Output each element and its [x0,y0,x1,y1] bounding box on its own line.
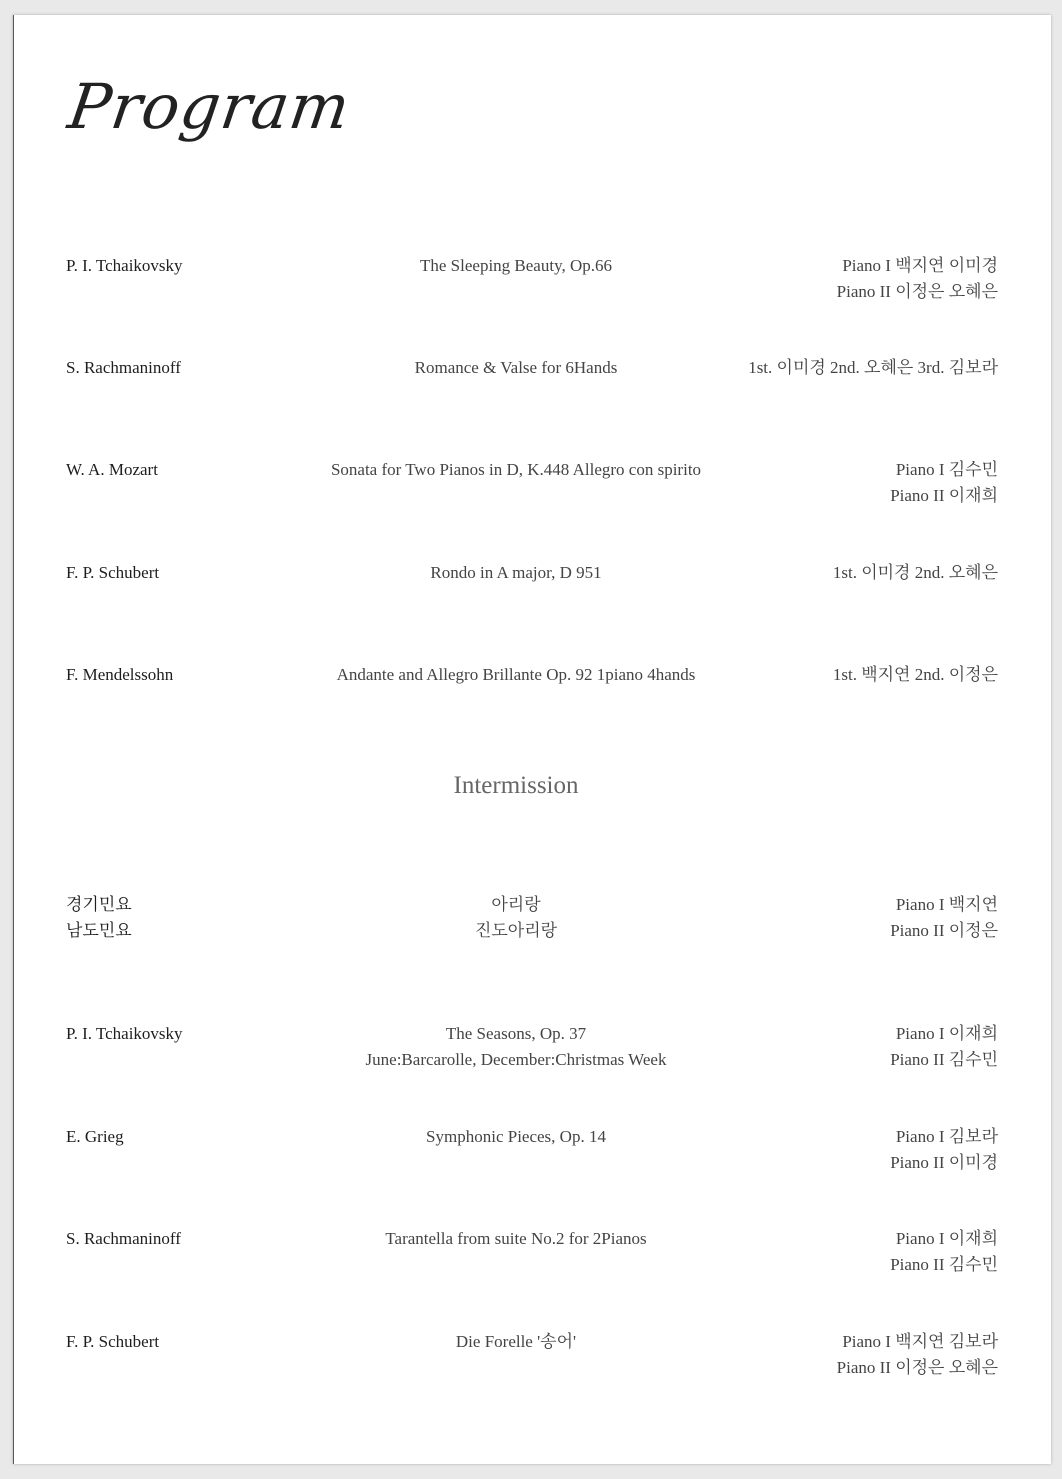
program-item [66,253,998,313]
composer-name [66,355,306,381]
performers-line: Piano II 이미경 [890,1153,998,1172]
composer-name-line: S. Rachmaninoff [66,358,181,377]
performers-line: 1st. 이미경 2nd. 오혜은 [832,563,998,582]
performers [678,892,998,944]
program-item [66,355,998,415]
performers [678,1226,998,1278]
performers [678,662,998,688]
composer-name-line: P. I. Tchaikovsky [66,256,183,275]
composer-name-line: S. Rachmaninoff [66,1229,181,1248]
performers-line: Piano II 이정은 [890,921,998,940]
performers-line: Piano II 김수민 [890,1050,998,1069]
program-page [13,15,1051,1464]
composer-name [66,1021,306,1047]
performers-line: Piano II 이재희 [890,486,998,505]
work-title-line: Romance & Valse for 6Hands [414,358,618,377]
performers [678,1021,998,1073]
composer-name-line: W. A. Mozart [66,460,158,479]
work-title-line: Tarantella from suite No.2 for 2Pianos [385,1229,647,1248]
work-title-line: Sonata for Two Pianos in D, K.448 Allegro con spirito [330,460,702,479]
composer-name [66,1124,306,1150]
program-item [66,560,998,620]
program-item [66,662,998,722]
program-title: Program [63,70,355,143]
composer-name [66,892,306,944]
composer-name [66,662,306,688]
performers-line: Piano I 김수민 [895,460,998,479]
work-title-line: The Sleeping Beauty, Op.66 [420,256,612,275]
composer-name [66,457,306,483]
performers-line: Piano I 이재희 [895,1024,998,1043]
program-item [66,1021,998,1081]
work-title-line: 아리랑 [491,895,541,914]
program-item [66,457,998,517]
intermission-heading: Intermission [453,772,579,799]
performers-line: Piano II 김수민 [890,1255,998,1274]
performers [678,560,998,586]
performers-line: Piano I 이재희 [895,1229,998,1248]
work-title-line: Symphonic Pieces, Op. 14 [426,1127,606,1146]
work-title-line: Andante and Allegro Brillante Op. 92 1piano 4hands [336,665,696,684]
composer-name [66,560,306,586]
performers [678,1329,998,1381]
program-item [66,892,998,952]
composer-name-line: F. P. Schubert [66,1332,160,1351]
performers [678,253,998,305]
performers [678,355,998,381]
performers-line: 1st. 백지연 2nd. 이정은 [832,665,998,684]
work-title-line: 진도아리랑 [474,921,558,940]
work-title-line: June:Barcarolle, December:Christmas Week [365,1050,667,1069]
work-title-line: Rondo in A major, D 951 [430,563,602,582]
performers-line: 1st. 이미경 2nd. 오혜은 3rd. 김보라 [748,358,998,377]
performers [678,457,998,509]
composer-name [66,1329,306,1355]
composer-name-line: P. I. Tchaikovsky [66,1024,183,1043]
composer-name-line: F. P. Schubert [66,563,160,582]
performers-line: Piano I 백지연 이미경 [842,256,998,275]
composer-name-line: F. Mendelssohn [66,665,174,684]
composer-name [66,1226,306,1252]
performers [678,1124,998,1176]
work-title-line: The Seasons, Op. 37 [445,1024,587,1043]
performers-line: Piano I 백지연 김보라 [842,1332,998,1351]
composer-name-line: 경기민요 [66,895,132,914]
program-item [66,1124,998,1184]
composer-name-line: E. Grieg [66,1127,124,1146]
performers-line: Piano II 이정은 오혜은 [836,282,998,301]
program-item [66,1329,998,1389]
performers-line: Piano I 김보라 [895,1127,998,1146]
work-title-line: Die Forelle '송어' [455,1332,577,1351]
composer-name [66,253,306,279]
program-item [66,1226,998,1286]
performers-line: Piano II 이정은 오혜은 [836,1358,998,1377]
composer-name-line: 남도민요 [66,921,132,940]
performers-line: Piano I 백지연 [895,895,998,914]
